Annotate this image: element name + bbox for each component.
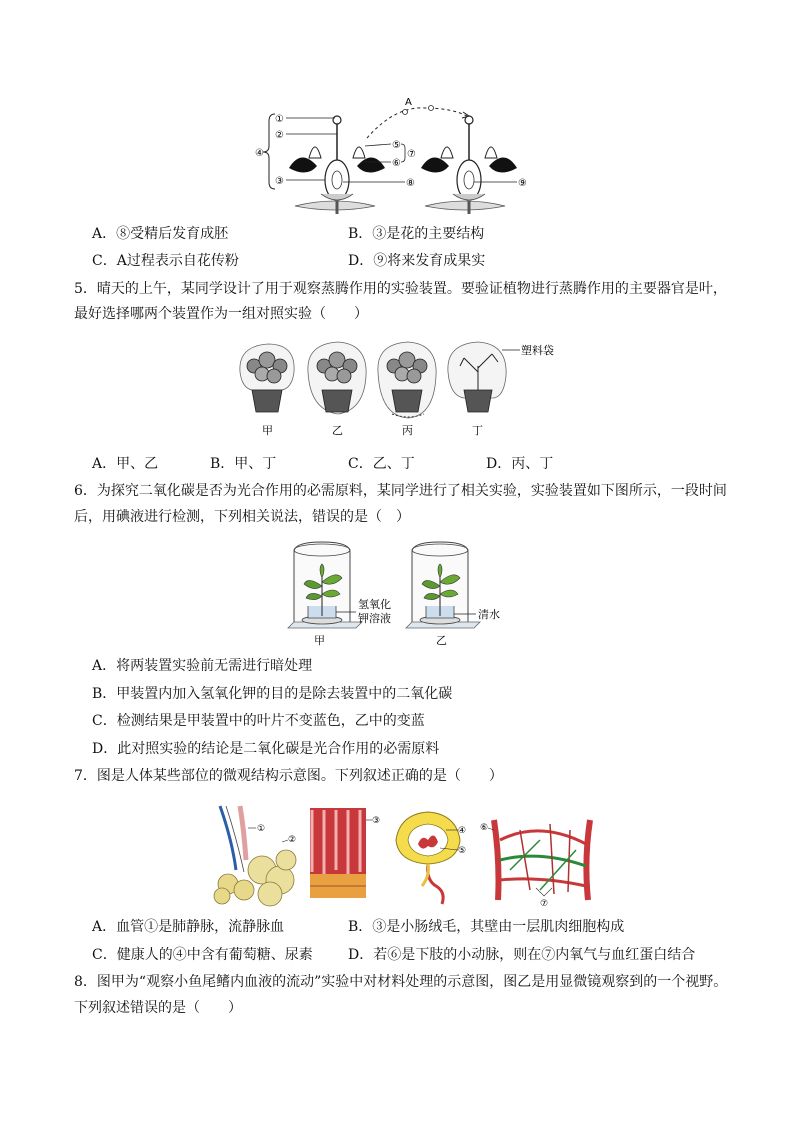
q7-option-c[interactable]: C．健康人的④中含有葡萄糖、尿素 [92,947,313,963]
label-2: ② [275,130,284,141]
q6-option-a[interactable]: A．将两装置实验前无需进行暗处理 [92,658,313,674]
q4-option-d[interactable]: D．⑨将来发育成果实 [348,253,486,269]
q6-stem-line1: 6．为探究二氧化碳是否为光合作用的必需原料，某同学进行了相关实验，实验装置如下图所示，一段时间 [74,483,727,499]
label-5: ⑤ [458,846,467,856]
label-3: ③ [275,176,284,187]
bag-label: 塑料袋 [521,344,554,357]
label-2: ② [288,835,297,845]
flower-pollination-figure [255,96,545,216]
q4-option-a[interactable]: A．⑧受精后发育成胚 [92,226,229,242]
microstructure-figure [200,800,600,908]
q8-stem-line2: 下列叙述错误的是（ ） [74,1000,242,1016]
q6-option-d[interactable]: D．此对照实验的结论是二氧化碳是光合作用的必需原料 [92,741,440,757]
q5-option-b[interactable]: B．甲、丁 [210,456,277,472]
caption-yi: 乙 [436,634,447,647]
q5-option-d[interactable]: D．丙、丁 [486,456,554,472]
q4-option-c[interactable]: C．A过程表示自花传粉 [92,253,239,269]
naoh-label-1: 氢氧化 [358,598,391,611]
caption-yi: 乙 [332,424,343,437]
naoh-label-2: 钾溶液 [358,612,391,625]
photosynthesis-setup-figure [286,538,514,652]
q6-option-b[interactable]: B．甲装置内加入氢氧化钾的目的是除去装置中的二氧化碳 [92,686,453,702]
label-9: ⑨ [518,178,527,189]
q7-stem: 7．图是人体某些部位的微观结构示意图。下列叙述正确的是（ ） [74,768,503,784]
label-1: ① [275,114,284,125]
water-label: 清水 [478,608,500,621]
label-7: ⑦ [540,899,549,908]
label-6: ⑥ [480,823,489,833]
label-4: ④ [255,148,264,159]
q8-stem-line1: 8．图甲为“观察小鱼尾鳍内血液的流动”实验中对材料处理的示意图，图乙是用显微镜观察到的一个视野。 [74,974,728,990]
q7-option-d[interactable]: D．若⑥是下肢的小动脉，则在⑦内氧气与血红蛋白结合 [348,947,696,963]
q5-option-a[interactable]: A．甲、乙 [92,456,159,472]
caption-ding: 丁 [472,424,483,437]
q5-stem-line2: 最好选择哪两个装置作为一组对照实验（ ） [74,306,368,322]
caption-bing: 丙 [402,424,413,437]
q7-option-b[interactable]: B．③是小肠绒毛，其壁由一层肌肉细胞构成 [348,919,625,935]
q5-option-c[interactable]: C．乙、丁 [348,456,415,472]
q6-stem-line2: 后，用碘液进行检测，下列相关说法，错误的是（ ） [74,509,410,525]
label-3: ③ [372,816,381,826]
q6-option-c[interactable]: C．检测结果是甲装置中的叶片不变蓝色，乙中的变蓝 [92,713,425,729]
q5-stem-line1: 5．晴天的上午，某同学设计了用于观察蒸腾作用的实验装置。要验证植物进行蒸腾作用的主要器官是叶， [74,281,727,297]
label-1: ① [257,824,266,834]
label-4: ④ [458,826,467,836]
label-8: ⑧ [406,178,415,189]
label-6: ⑥ [392,158,401,169]
caption-jia: 甲 [314,634,325,647]
label-A: A [405,97,412,108]
q7-option-a[interactable]: A．血管①是肺静脉，流静脉血 [92,919,285,935]
caption-jia: 甲 [262,424,273,437]
label-5: ⑤ [392,140,401,151]
transpiration-setup-figure [232,336,568,440]
label-7: ⑦ [407,149,416,160]
q4-option-b[interactable]: B．③是花的主要结构 [348,226,485,242]
